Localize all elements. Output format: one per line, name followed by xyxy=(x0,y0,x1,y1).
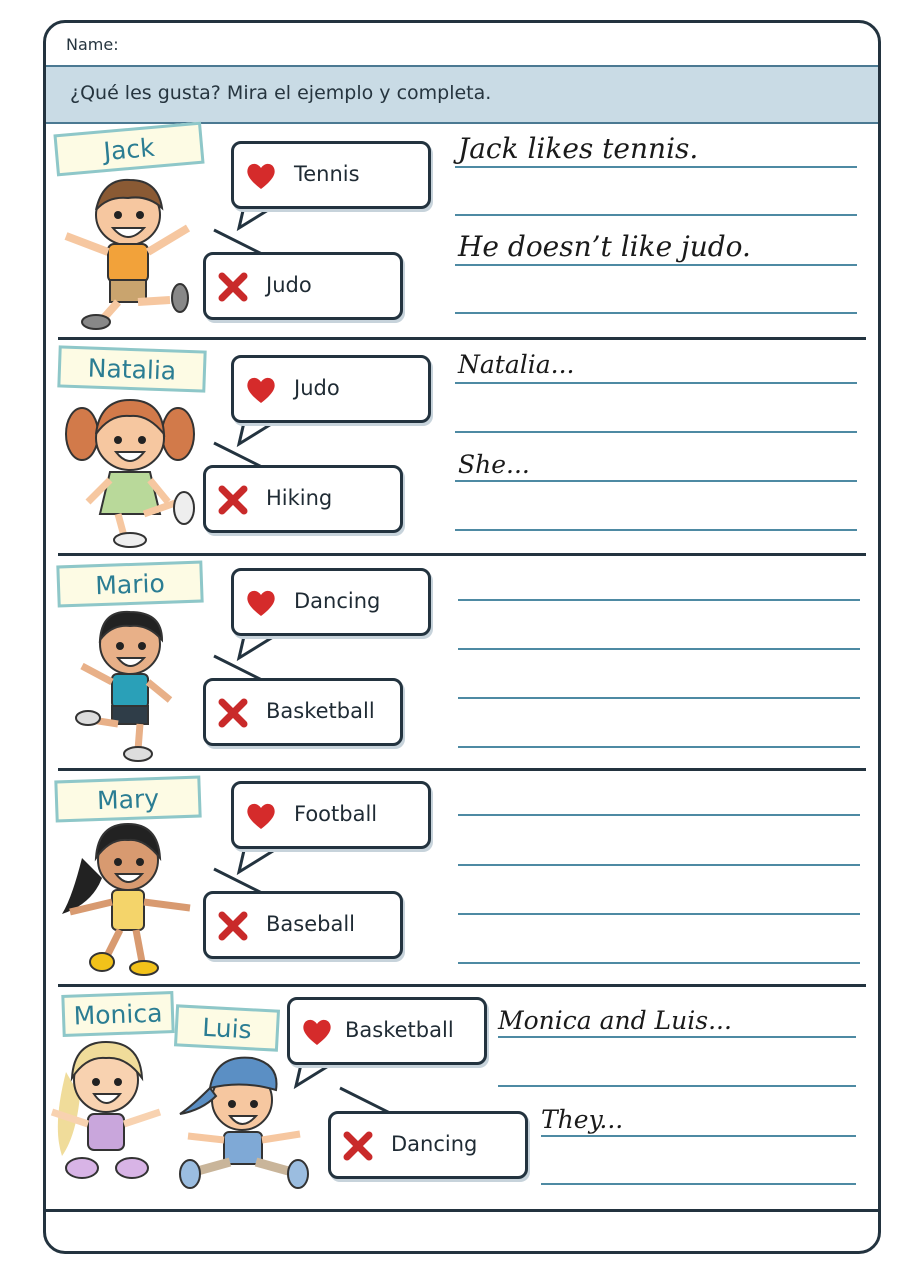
like-bubble xyxy=(287,997,487,1065)
girl-monica-illustration xyxy=(46,1036,166,1188)
writing-line[interactable] xyxy=(455,431,857,433)
dislike-label: Hiking xyxy=(266,486,333,510)
writing-line[interactable] xyxy=(455,382,857,384)
cross-icon xyxy=(216,909,250,943)
girl-mary-illustration xyxy=(62,818,197,978)
like-bubble xyxy=(231,781,431,849)
cross-icon xyxy=(216,270,250,304)
heart-icon xyxy=(244,159,278,193)
writing-line[interactable] xyxy=(455,264,857,266)
name-tag-luis: Luis xyxy=(174,1004,280,1051)
writing-line[interactable] xyxy=(458,962,860,964)
bottom-divider xyxy=(46,1209,878,1212)
cross-icon xyxy=(216,483,250,517)
writing-line[interactable] xyxy=(498,1036,856,1038)
writing-line[interactable] xyxy=(541,1135,856,1137)
name-label: Name: xyxy=(66,35,119,54)
writing-line[interactable] xyxy=(455,214,857,216)
section-divider xyxy=(58,337,866,340)
answer-line-1-text: Monica and Luis... xyxy=(498,1006,732,1035)
writing-line[interactable] xyxy=(455,312,857,314)
name-tag-jack: Jack xyxy=(53,122,204,177)
writing-line[interactable] xyxy=(458,746,860,748)
writing-line[interactable] xyxy=(455,166,857,168)
section-divider xyxy=(58,984,866,987)
boy-jack-illustration xyxy=(58,170,198,332)
writing-line[interactable] xyxy=(541,1183,856,1185)
cross-icon xyxy=(216,696,250,730)
answer-line-3-text: He doesn’t like judo. xyxy=(458,230,751,263)
like-label: Football xyxy=(294,802,378,826)
like-label: Dancing xyxy=(294,589,381,613)
like-bubble xyxy=(231,355,431,423)
dislike-label: Judo xyxy=(266,273,312,297)
name-tag-natalia: Natalia xyxy=(57,345,206,392)
writing-line[interactable] xyxy=(458,913,860,915)
boy-mario-illustration xyxy=(72,604,182,764)
dislike-label: Baseball xyxy=(266,912,356,936)
like-bubble xyxy=(231,141,431,209)
heart-icon xyxy=(300,1015,334,1049)
writing-line[interactable] xyxy=(455,529,857,531)
instruction-band xyxy=(46,65,878,124)
dislike-label: Dancing xyxy=(391,1132,478,1156)
dislike-bubble xyxy=(203,678,403,746)
dislike-label: Basketball xyxy=(266,699,375,723)
name-tag-mary: Mary xyxy=(54,775,201,822)
dislike-bubble xyxy=(203,891,403,959)
writing-line[interactable] xyxy=(498,1085,856,1087)
cross-icon xyxy=(341,1129,375,1163)
name-tag-monica: Monica xyxy=(61,991,174,1037)
like-label: Tennis xyxy=(294,162,360,186)
girl-natalia-illustration xyxy=(60,390,200,550)
like-label: Basketball xyxy=(345,1018,454,1042)
writing-line[interactable] xyxy=(458,864,860,866)
instruction-text: ¿Qué les gusta? Mira el ejemplo y completa. xyxy=(70,82,492,104)
writing-line[interactable] xyxy=(458,648,860,650)
heart-icon xyxy=(244,799,278,833)
answer-line-3-text: They... xyxy=(541,1105,624,1134)
writing-line[interactable] xyxy=(458,599,860,601)
dislike-bubble xyxy=(203,465,403,533)
answer-line-3-text: She... xyxy=(458,450,530,479)
heart-icon xyxy=(244,586,278,620)
writing-line[interactable] xyxy=(458,697,860,699)
dislike-bubble xyxy=(203,252,403,320)
section-divider xyxy=(58,768,866,771)
answer-line-1-text: Natalia... xyxy=(458,350,575,379)
name-tag-mario: Mario xyxy=(56,560,203,607)
section-divider xyxy=(58,553,866,556)
writing-line[interactable] xyxy=(458,814,860,816)
writing-line[interactable] xyxy=(455,480,857,482)
answer-line-1-text: Jack likes tennis. xyxy=(458,132,699,165)
like-label: Judo xyxy=(294,376,340,400)
like-bubble xyxy=(231,568,431,636)
dislike-bubble xyxy=(328,1111,528,1179)
heart-icon xyxy=(244,373,278,407)
